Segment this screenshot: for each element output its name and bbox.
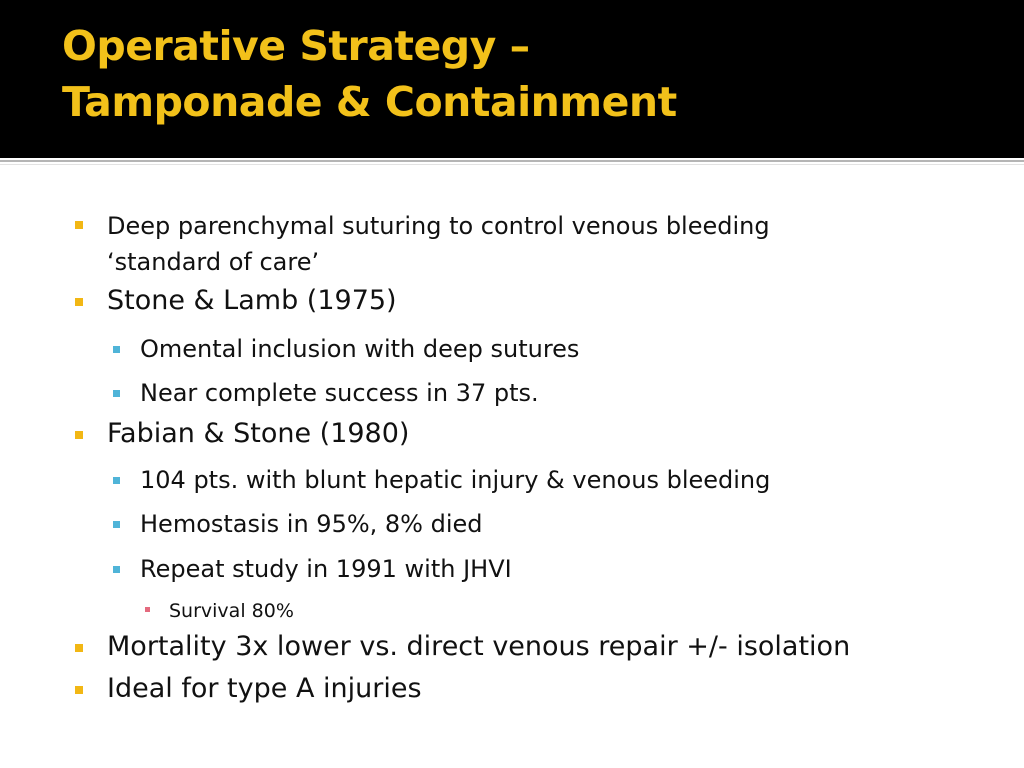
bullet-item-3-sub-3-sub-1: Survival 80% <box>169 600 294 622</box>
slide-title-line-2: Tamponade & Containment <box>62 78 677 126</box>
level1-bullet-icon <box>75 221 83 229</box>
bullet-item-3: Fabian & Stone (1980) <box>107 418 410 449</box>
bullet-item-1-line-1: Deep parenchymal suturing to control venous bleeding <box>107 212 770 240</box>
bullet-item-2: Stone & Lamb (1975) <box>107 285 397 316</box>
level2-bullet-icon <box>113 521 120 528</box>
level2-bullet-icon <box>113 566 120 573</box>
level1-bullet-icon <box>75 644 83 652</box>
bullet-item-3-sub-3: Repeat study in 1991 with JHVI <box>140 555 512 583</box>
level3-bullet-icon <box>145 607 150 612</box>
level2-bullet-icon <box>113 477 120 484</box>
slide-title-line-1: Operative Strategy – <box>62 22 530 70</box>
bullet-item-5: Ideal for type A injuries <box>107 673 422 704</box>
level1-bullet-icon <box>75 431 83 439</box>
bullet-item-1-line-2: ‘standard of care’ <box>107 248 320 276</box>
level2-bullet-icon <box>113 346 120 353</box>
bullet-item-4: Mortality 3x lower vs. direct venous repair +/- isolation <box>107 631 851 662</box>
bullet-item-3-sub-1: 104 pts. with blunt hepatic injury & venous bleeding <box>140 466 771 494</box>
level1-bullet-icon <box>75 298 83 306</box>
bullet-item-2-sub-1: Omental inclusion with deep sutures <box>140 335 580 363</box>
level2-bullet-icon <box>113 390 120 397</box>
level1-bullet-icon <box>75 686 83 694</box>
bullet-item-2-sub-2: Near complete success in 37 pts. <box>140 379 539 407</box>
bullet-item-3-sub-2: Hemostasis in 95%, 8% died <box>140 510 483 538</box>
